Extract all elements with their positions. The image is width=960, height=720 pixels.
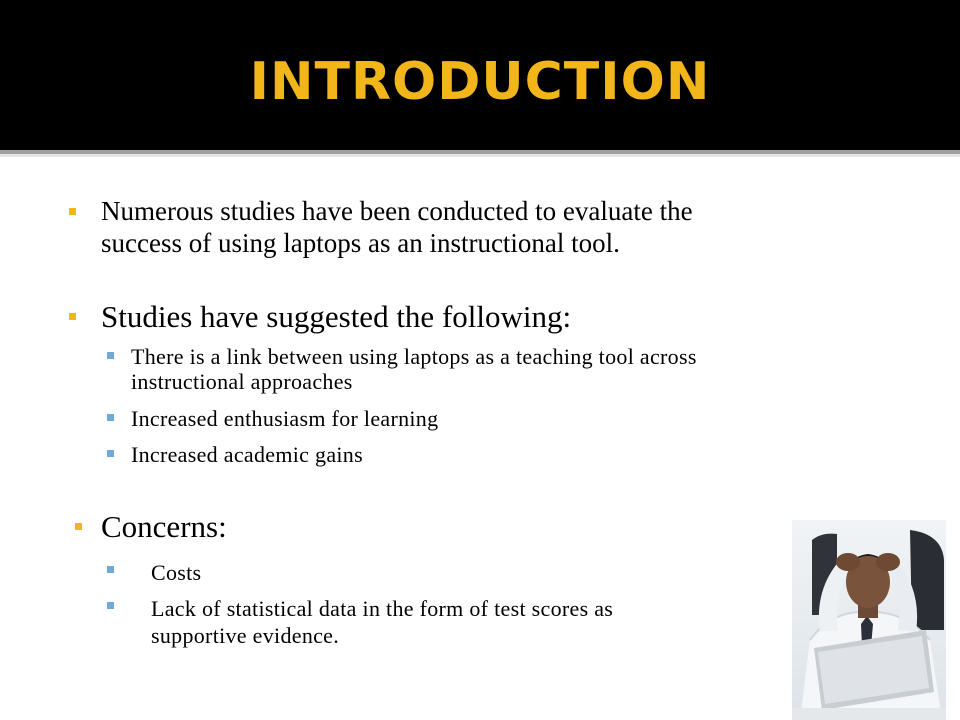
bullet-text-line: success of using laptops as an instructional tool. xyxy=(101,228,620,258)
sub-bullet-text-line: Lack of statistical data in the form of test scores as xyxy=(151,596,614,621)
bullet-square-icon xyxy=(69,313,76,320)
sub-bullet-square-icon xyxy=(107,352,114,359)
bullet-square-icon xyxy=(75,523,82,530)
sub-bullet-text: Increased enthusiasm for learning xyxy=(131,406,439,431)
sub-bullet-text: Increased academic gains xyxy=(131,442,363,467)
sub-bullet-text-line: supportive evidence. xyxy=(151,623,340,648)
bullet-text-line: Numerous studies have been conducted to evaluate the xyxy=(101,196,693,226)
sub-bullet-square-icon xyxy=(107,566,114,573)
slide-title: INTRODUCTION xyxy=(249,52,711,112)
sub-bullet-square-icon xyxy=(107,450,114,457)
stressed-man-with-laptop-photo xyxy=(792,520,946,720)
bullet-text: Concerns: xyxy=(101,509,227,544)
sub-bullet-text-line: instructional approaches xyxy=(131,369,353,394)
sub-bullet-text: Costs xyxy=(151,560,202,585)
sub-bullet-square-icon xyxy=(107,414,114,421)
bullet-square-icon xyxy=(69,208,76,215)
bullet-text: Studies have suggested the following: xyxy=(101,299,572,334)
title-divider-highlight xyxy=(0,154,960,157)
sub-bullet-text-line: There is a link between using laptops as a teaching tool across xyxy=(131,344,697,369)
sub-bullet-square-icon xyxy=(107,602,114,609)
